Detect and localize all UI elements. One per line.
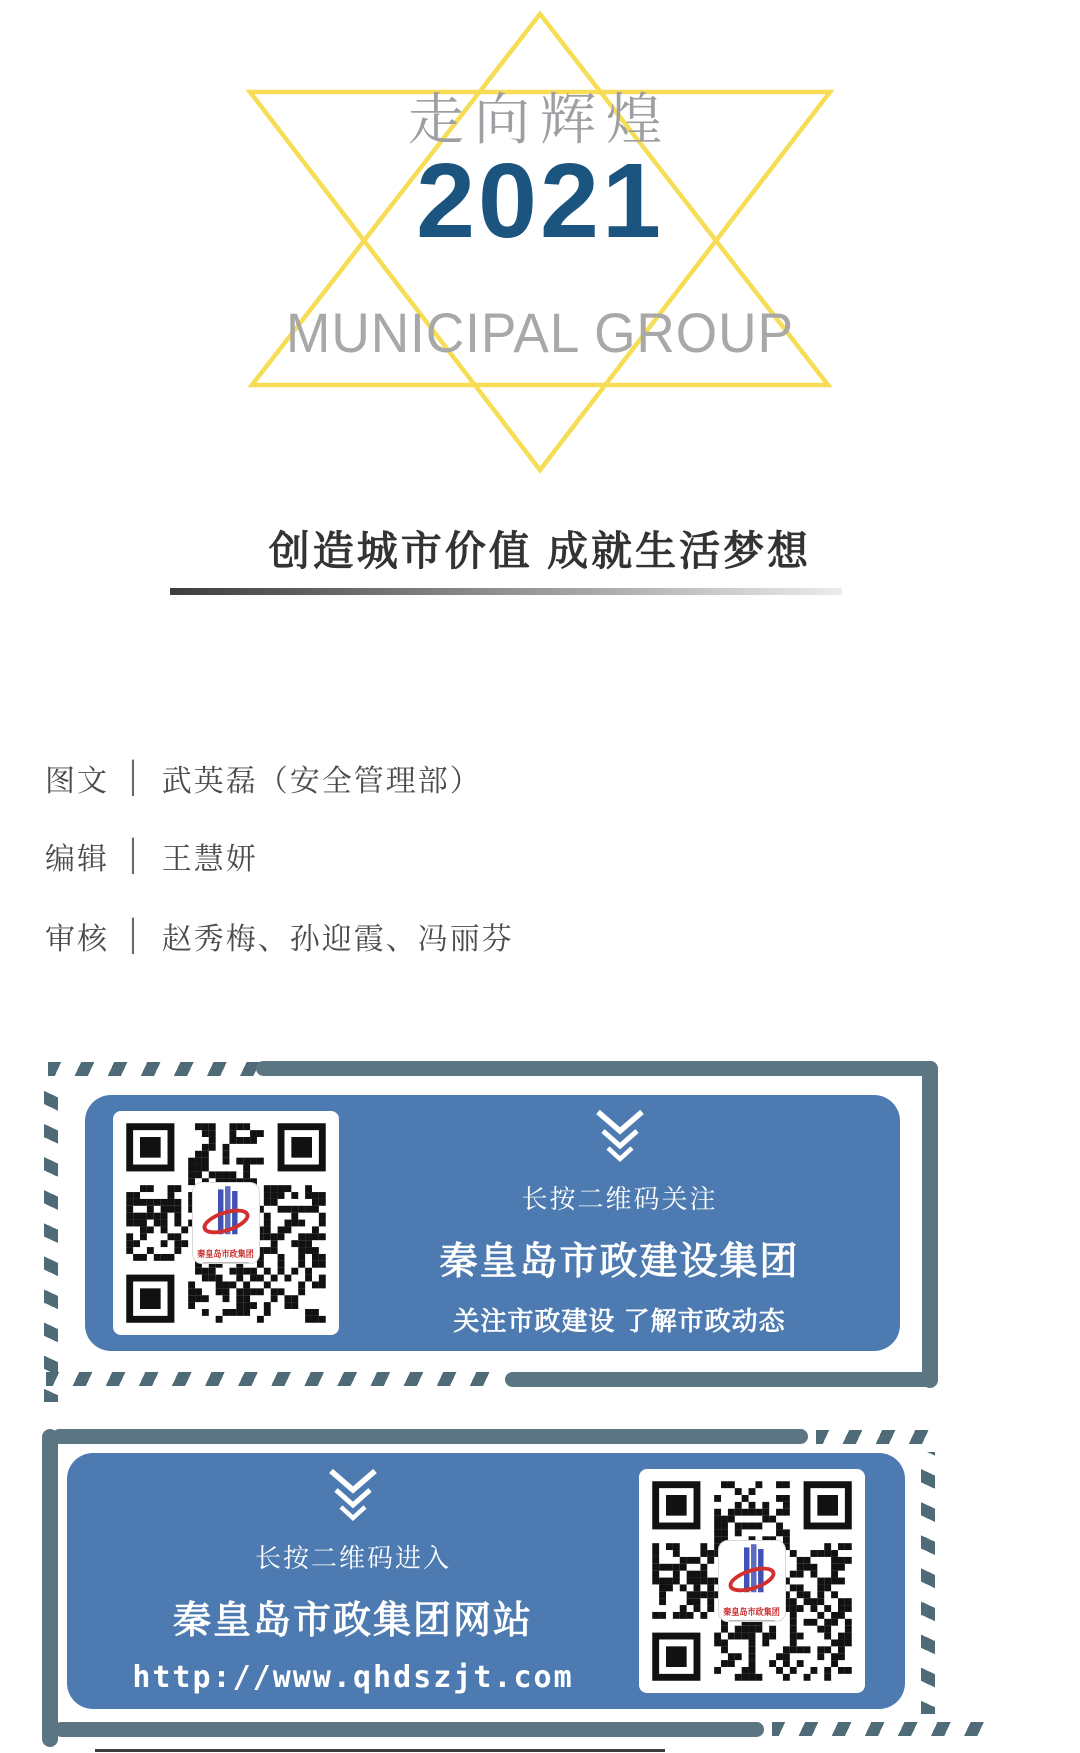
- municipal-group-logo-icon: [647, 1541, 857, 1605]
- banner1-border-bar-right: [922, 1061, 938, 1388]
- credit-separator: │: [125, 761, 146, 794]
- credit-role: 编辑: [45, 843, 109, 876]
- banner1-title: 秦皇岛市政建设集团: [439, 1240, 800, 1283]
- banner2-border-bar-top: [52, 1429, 808, 1444]
- chevron-down-icon: [321, 1468, 385, 1526]
- credit-value: 武英磊（安全管理部）: [161, 765, 482, 798]
- subtitle-text: MUNICIPAL GROUP: [286, 301, 794, 364]
- credit-value: 王慧妍: [161, 843, 258, 876]
- qr-center-logo: [718, 1540, 786, 1622]
- banner2-border-bar-bottom: [54, 1722, 764, 1737]
- credit-role: 审核: [45, 923, 109, 956]
- credit-separator: │: [125, 919, 146, 952]
- municipal-group-logo-icon: [121, 1183, 331, 1247]
- banner1-card: [85, 1095, 900, 1351]
- credit-row-author: [45, 756, 482, 800]
- banner1-border-dashes-bottom: [46, 1372, 498, 1386]
- banner1-action-hint: 长按二维码关注: [521, 1183, 718, 1214]
- chevron-down-icon: [588, 1109, 652, 1167]
- banner2-border-dashes-top: [816, 1430, 936, 1444]
- gradient-divider: [170, 588, 842, 595]
- qr-center-logo: [192, 1182, 260, 1264]
- banner2-border-bar-left: [42, 1429, 58, 1747]
- banner2-border-dashes-right: [921, 1452, 935, 1714]
- banner1-qr-code[interactable]: [113, 1111, 339, 1335]
- banner1-border-bar-bottom: [505, 1372, 938, 1387]
- banner1-border-dashes-left: [44, 1080, 58, 1402]
- banner2-action-hint: 长按二维码进入: [254, 1542, 451, 1573]
- tagline-text: 走向辉煌: [408, 88, 672, 151]
- banner1-subtitle: 关注市政建设 了解市政动态: [453, 1305, 786, 1336]
- banner1-text-column: [339, 1109, 900, 1338]
- next-image-edge: [95, 1749, 665, 1752]
- credit-row-editor: [45, 834, 258, 878]
- banner2-url: http://www.qhdszjt.com: [132, 1659, 574, 1695]
- banner1-border-dashes-top: [48, 1062, 263, 1076]
- banner2-card: [67, 1453, 905, 1709]
- credit-role: 图文: [45, 765, 109, 798]
- qr-logo-caption: 秦皇岛市政集团: [723, 1607, 781, 1618]
- banner2-qr-code[interactable]: [639, 1469, 865, 1693]
- credit-value: 赵秀梅、孙迎霞、冯丽芬: [161, 923, 514, 956]
- banner2-title: 秦皇岛市政集团网站: [172, 1599, 533, 1642]
- year-text: 2021: [416, 142, 664, 260]
- credit-separator: │: [125, 839, 146, 872]
- slogan-text: 创造城市价值 成就生活梦想: [268, 528, 812, 574]
- qr-logo-caption: 秦皇岛市政集团: [197, 1249, 255, 1260]
- banner1-border-bar-top: [256, 1061, 938, 1076]
- banner2-border-dashes-bottom: [772, 1722, 986, 1736]
- credit-row-reviewer: [45, 914, 514, 958]
- qr-logo-microtext: [729, 1620, 775, 1621]
- qr-logo-microtext: [203, 1262, 249, 1263]
- banner2-text-column: [67, 1468, 639, 1695]
